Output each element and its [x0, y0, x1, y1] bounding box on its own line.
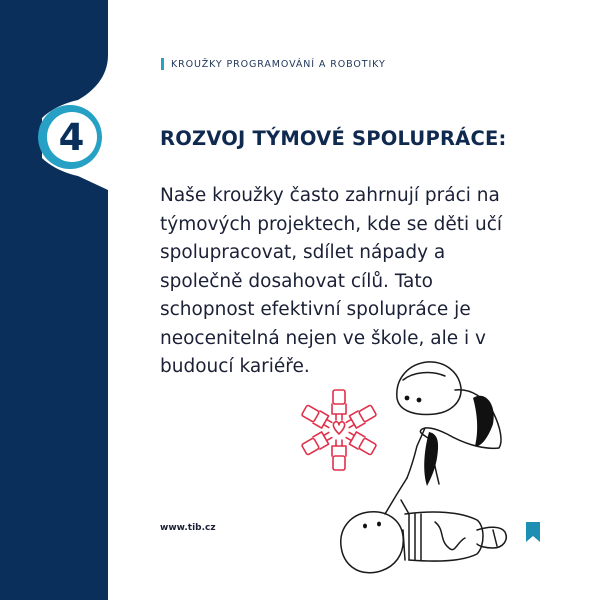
page-title: ROZVOJ TÝMOVÉ SPOLUPRÁCE:	[160, 127, 507, 150]
kicker-accent-bar	[161, 58, 164, 70]
header-kicker	[161, 58, 386, 70]
body-line: neocenitelná nejen ve škole, ale i v	[160, 327, 487, 349]
website-link[interactable]: www.tib.cz	[160, 523, 216, 533]
robot-illustration	[285, 350, 545, 590]
upper-robot-head	[397, 362, 461, 415]
body-line: Naše kroužky často zahrnují práci na	[160, 185, 500, 206]
badge-number: 4	[58, 115, 84, 159]
body-line: spolupracovat, sdílet nápady a	[160, 242, 446, 263]
lower-robot-body	[405, 512, 483, 561]
lower-robot-head	[341, 512, 403, 573]
bookmark-icon[interactable]	[526, 522, 540, 542]
body-line: budoucí kariéře.	[160, 356, 310, 377]
body-line: společně dosahovat cílů. Tato	[160, 270, 433, 292]
kicker-text: KROUŽKY PROGRAMOVÁNÍ A ROBOTIKY	[171, 58, 386, 70]
body-line: schopnost efektivní spolupráce je	[160, 299, 471, 320]
sidebar-panel	[0, 0, 160, 600]
body-line: týmových projektech, kde se děti učí	[160, 213, 503, 235]
sidebar-shape	[0, 0, 108, 600]
